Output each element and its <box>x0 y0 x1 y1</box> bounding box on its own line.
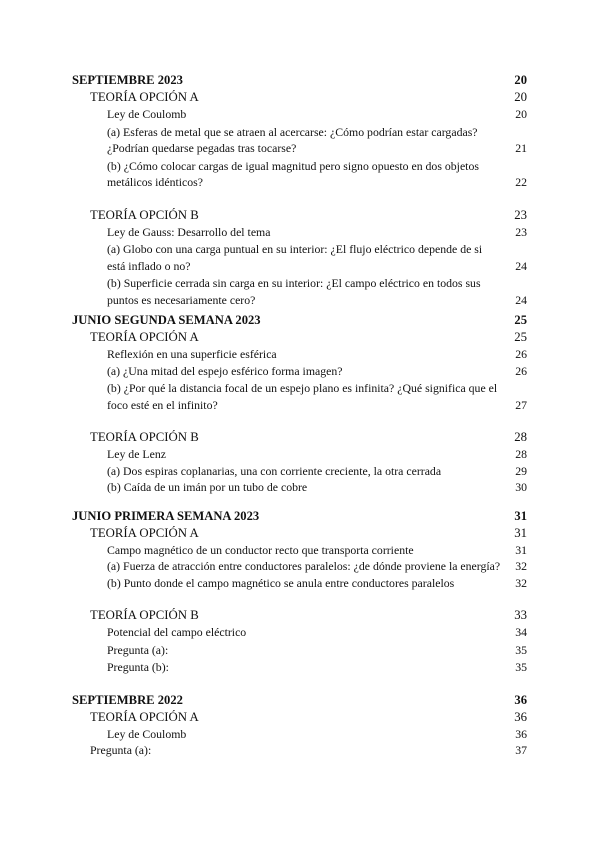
item-text: (a) Esferas de metal que se atraen al acercarse: ¿Cómo podrían estar cargadas? ¿Podrían quedarse pegadas tras tocarse? <box>107 124 478 155</box>
item-page: 37 <box>515 743 527 757</box>
item-page: 36 <box>515 726 527 741</box>
toc-item[interactable] <box>72 463 527 480</box>
item-page: 26 <box>515 363 527 378</box>
item-text: Pregunta (a): <box>107 642 169 657</box>
subsection-page: 33 <box>514 608 527 622</box>
item-page: 23 <box>515 224 527 239</box>
section-title: SEPTIEMBRE 2023 <box>72 73 183 87</box>
spacer <box>72 591 527 607</box>
subsection-page: 20 <box>514 90 527 104</box>
subsection-page: 28 <box>514 430 527 444</box>
toc-subsection-teoria-a[interactable] <box>72 709 527 726</box>
item-text: Ley de Coulomb <box>107 726 187 741</box>
toc-subsection-teoria-a[interactable] <box>72 525 527 542</box>
item-page: 32 <box>515 559 527 573</box>
item-text: (a) Fuerza de atracción entre conductores paralelos: ¿de dónde proviene la energía? <box>107 559 501 573</box>
section-page: 31 <box>514 508 527 523</box>
toc-item[interactable] <box>72 446 527 463</box>
spacer <box>72 496 527 504</box>
toc-item[interactable] <box>72 624 527 641</box>
item-page: 31 <box>515 542 527 557</box>
item-page: 26 <box>515 347 527 361</box>
section-page: 25 <box>514 313 527 327</box>
toc-item[interactable] <box>72 542 527 559</box>
toc-section-junio-primera-2023[interactable] <box>72 508 527 525</box>
toc-item[interactable] <box>72 106 527 123</box>
section-title: JUNIO SEGUNDA SEMANA 2023 <box>72 313 261 327</box>
item-page: 27 <box>515 397 527 412</box>
subsection-page: 31 <box>514 525 527 540</box>
toc-section-septiembre-2022[interactable] <box>72 692 527 709</box>
item-text: (b) Caída de un imán por un tubo de cobre <box>107 480 308 494</box>
item-text: Campo magnético de un conductor recto que transporta corriente <box>107 542 414 557</box>
toc-item[interactable] <box>72 275 527 308</box>
spacer <box>72 676 527 688</box>
section-page: 20 <box>514 73 527 87</box>
item-page: 34 <box>515 625 527 639</box>
subsection-page: 25 <box>514 330 527 344</box>
table-of-contents <box>72 72 527 759</box>
item-page: 21 <box>515 141 527 155</box>
spacer <box>72 413 527 429</box>
item-text: (b) ¿Por qué la distancia focal de un espejo plano es infinita? ¿Qué significa que el foco esté en el infinito? <box>107 381 498 412</box>
item-text: (a) Dos espiras coplanarias, una con corriente creciente, la otra cerrada <box>107 463 442 478</box>
item-page: 35 <box>515 642 527 657</box>
item-text: Reflexión en una superficie esférica <box>107 347 277 361</box>
toc-item[interactable] <box>72 224 527 241</box>
spacer <box>72 191 527 207</box>
item-text: (b) ¿Cómo colocar cargas de igual magnitud pero signo opuesto en dos objetos metálicos idénticos? <box>107 158 479 189</box>
subsection-page: 23 <box>514 207 527 222</box>
toc-item[interactable] <box>72 575 527 592</box>
item-page: 30 <box>515 480 527 494</box>
item-page: 32 <box>515 575 527 590</box>
toc-item[interactable] <box>72 726 527 743</box>
toc-item-pregunta[interactable] <box>72 742 527 759</box>
item-page: 29 <box>515 463 527 478</box>
toc-section-junio-segunda-2023[interactable] <box>72 312 527 329</box>
toc-item[interactable] <box>72 558 527 575</box>
item-text: Ley de Coulomb <box>107 107 187 121</box>
toc-item[interactable] <box>72 241 527 274</box>
subsection-title: TEORÍA OPCIÓN B <box>90 430 199 444</box>
section-title: SEPTIEMBRE 2022 <box>72 692 183 707</box>
subsection-page: 36 <box>514 709 527 724</box>
toc-subsection-teoria-a[interactable] <box>72 89 527 106</box>
toc-subsection-teoria-b[interactable] <box>72 607 527 624</box>
toc-item[interactable] <box>72 642 527 659</box>
item-page: 28 <box>515 447 527 461</box>
toc-item[interactable] <box>72 479 527 496</box>
toc-subsection-teoria-b[interactable] <box>72 207 527 224</box>
item-text: Pregunta (b): <box>107 660 169 674</box>
item-text: Pregunta (a): <box>90 743 152 757</box>
item-text: Ley de Gauss: Desarrollo del tema <box>107 224 271 239</box>
item-page: 20 <box>515 107 527 121</box>
item-text: (a) Globo con una carga puntual en su interior: ¿El flujo eléctrico depende de si está inflado o no? <box>107 242 483 273</box>
subsection-title: TEORÍA OPCIÓN A <box>90 525 199 540</box>
subsection-title: TEORÍA OPCIÓN A <box>90 330 199 344</box>
toc-item[interactable] <box>72 124 527 157</box>
toc-item[interactable] <box>72 346 527 363</box>
toc-subsection-teoria-b[interactable] <box>72 429 527 446</box>
subsection-title: TEORÍA OPCIÓN A <box>90 90 199 104</box>
toc-item[interactable] <box>72 659 527 676</box>
item-page: 22 <box>515 175 527 189</box>
item-page: 35 <box>515 660 527 674</box>
toc-item[interactable] <box>72 363 527 380</box>
item-page: 24 <box>515 292 527 307</box>
item-text: (b) Punto donde el campo magnético se anula entre conductores paralelos <box>107 575 455 590</box>
item-text: (a) ¿Una mitad del espejo esférico forma imagen? <box>107 363 343 378</box>
section-page: 36 <box>514 692 527 707</box>
item-text: Potencial del campo eléctrico <box>107 625 247 639</box>
subsection-title: TEORÍA OPCIÓN B <box>90 608 199 622</box>
toc-subsection-teoria-a[interactable] <box>72 329 527 346</box>
section-title: JUNIO PRIMERA SEMANA 2023 <box>72 508 260 523</box>
subsection-title: TEORÍA OPCIÓN B <box>90 207 199 222</box>
toc-section-septiembre-2023[interactable] <box>72 72 527 89</box>
toc-item[interactable] <box>72 380 527 413</box>
item-page: 24 <box>515 258 527 273</box>
toc-item[interactable] <box>72 158 527 191</box>
item-text: Ley de Lenz <box>107 447 166 461</box>
subsection-title: TEORÍA OPCIÓN A <box>90 709 199 724</box>
item-text: (b) Superficie cerrada sin carga en su interior: ¿El campo eléctrico en todos sus puntos es necesariamente cero? <box>107 276 481 307</box>
